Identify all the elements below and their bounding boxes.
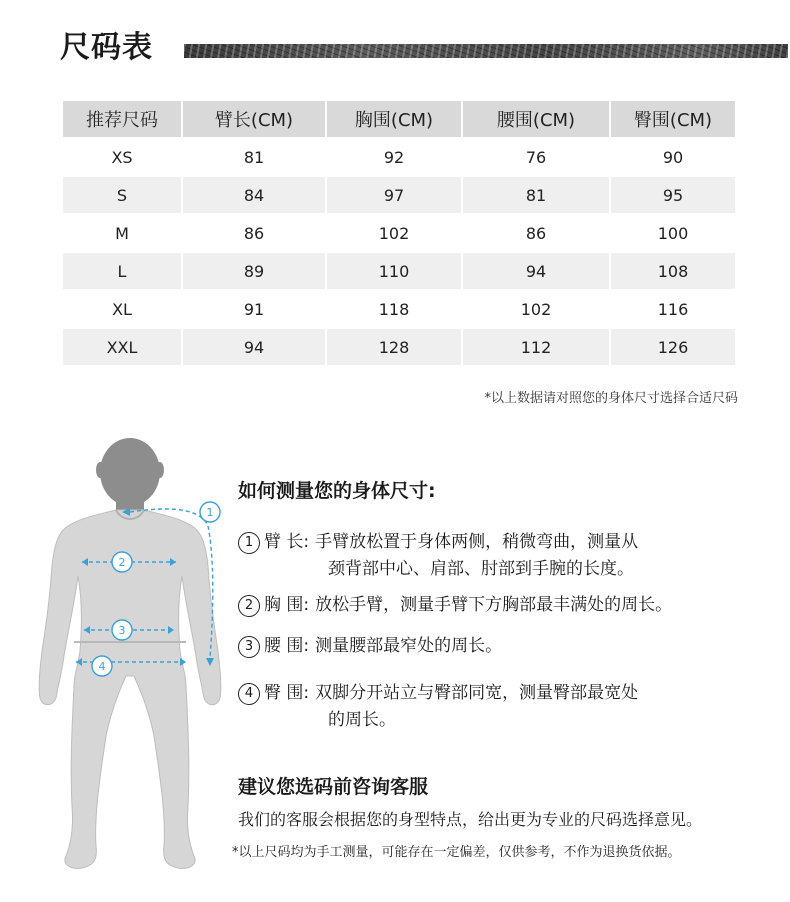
header-hip: 臀围(CM) [611, 101, 735, 137]
header-size: 推荐尺码 [63, 101, 181, 137]
table-row [63, 139, 735, 175]
cell-hip: 116 [611, 291, 735, 327]
cell-size: XS [63, 139, 181, 175]
cell-arm: 84 [183, 177, 325, 213]
item-text: 手臂放松置于身体两侧，稍微弯曲，测量从 [315, 532, 639, 552]
item-text: 放松手臂，测量手臂下方胸部最丰满处的周长。 [315, 595, 673, 615]
cell-hip: 126 [611, 329, 735, 365]
number-circle: 4 [238, 683, 260, 705]
cell-waist: 112 [463, 329, 609, 365]
item-label: 腰 围: [264, 636, 310, 656]
cell-hip: 90 [611, 139, 735, 175]
number-circle: 2 [238, 595, 260, 617]
table-header-row [63, 101, 735, 137]
item-text: 双脚分开站立与臀部同宽，测量臀部最宽处 [315, 683, 639, 703]
item-text: 测量腰部最窄处的周长。 [315, 636, 503, 656]
page-title: 尺码表 [60, 30, 153, 65]
cell-arm: 89 [183, 253, 325, 289]
cell-waist: 86 [463, 215, 609, 251]
figure-head-silhouette [96, 438, 164, 518]
item-label: 胸 围: [264, 595, 310, 615]
cell-size: M [63, 215, 181, 251]
cell-chest: 97 [327, 177, 461, 213]
cell-chest: 118 [327, 291, 461, 327]
footnote: *以上尺码均为手工测量，可能存在一定偏差，仅供参考，不作为退换货依据。 [232, 845, 681, 860]
cell-size: XXL [63, 329, 181, 365]
header-arm-length: 臂长(CM) [183, 101, 325, 137]
marker-1-label: 1 [206, 506, 214, 519]
item-label: 臂 长: [264, 532, 310, 552]
body-figure-illustration [30, 436, 230, 882]
howto-item-hip [238, 680, 638, 734]
number-circle: 1 [238, 532, 260, 554]
table-note: *以上数据请对照您的身体尺寸选择合适尺码 [484, 391, 738, 406]
cell-hip: 100 [611, 215, 735, 251]
advice-text: 我们的客服会根据您的身型特点，给出更为专业的尺码选择意见。 [238, 810, 703, 829]
cell-chest: 128 [327, 329, 461, 365]
item-label: 臀 围: [264, 683, 310, 703]
cell-hip: 95 [611, 177, 735, 213]
cell-size: S [63, 177, 181, 213]
advice-title: 建议您选码前咨询客服 [238, 776, 429, 798]
header-waist: 腰围(CM) [463, 101, 609, 137]
cell-arm: 94 [183, 329, 325, 365]
howto-title: 如何测量您的身体尺寸: [238, 480, 436, 502]
header-chest: 胸围(CM) [327, 101, 461, 137]
title-decoration-bar [184, 44, 788, 58]
table-row [63, 329, 735, 365]
cell-arm: 91 [183, 291, 325, 327]
table-row [63, 291, 735, 327]
number-circle: 3 [238, 636, 260, 658]
cell-arm: 86 [183, 215, 325, 251]
cell-chest: 92 [327, 139, 461, 175]
howto-item-chest [238, 592, 672, 619]
cell-chest: 110 [327, 253, 461, 289]
cell-waist: 94 [463, 253, 609, 289]
cell-size: L [63, 253, 181, 289]
size-table [61, 99, 737, 367]
howto-item-arm-length [238, 529, 638, 583]
cell-size: XL [63, 291, 181, 327]
item-text-continued: 颈背部中心、肩部、肘部到手腕的长度。 [328, 559, 634, 579]
cell-chest: 102 [327, 215, 461, 251]
cell-hip: 108 [611, 253, 735, 289]
cell-waist: 76 [463, 139, 609, 175]
item-text-continued: 的周长。 [328, 710, 396, 730]
table-row [63, 177, 735, 213]
cell-waist: 81 [463, 177, 609, 213]
cell-arm: 81 [183, 139, 325, 175]
table-row [63, 215, 735, 251]
cell-waist: 102 [463, 291, 609, 327]
marker-4-label: 4 [98, 660, 106, 673]
marker-2-label: 2 [118, 556, 126, 569]
marker-3-label: 3 [118, 624, 126, 637]
table-row [63, 253, 735, 289]
howto-item-waist [238, 633, 502, 660]
